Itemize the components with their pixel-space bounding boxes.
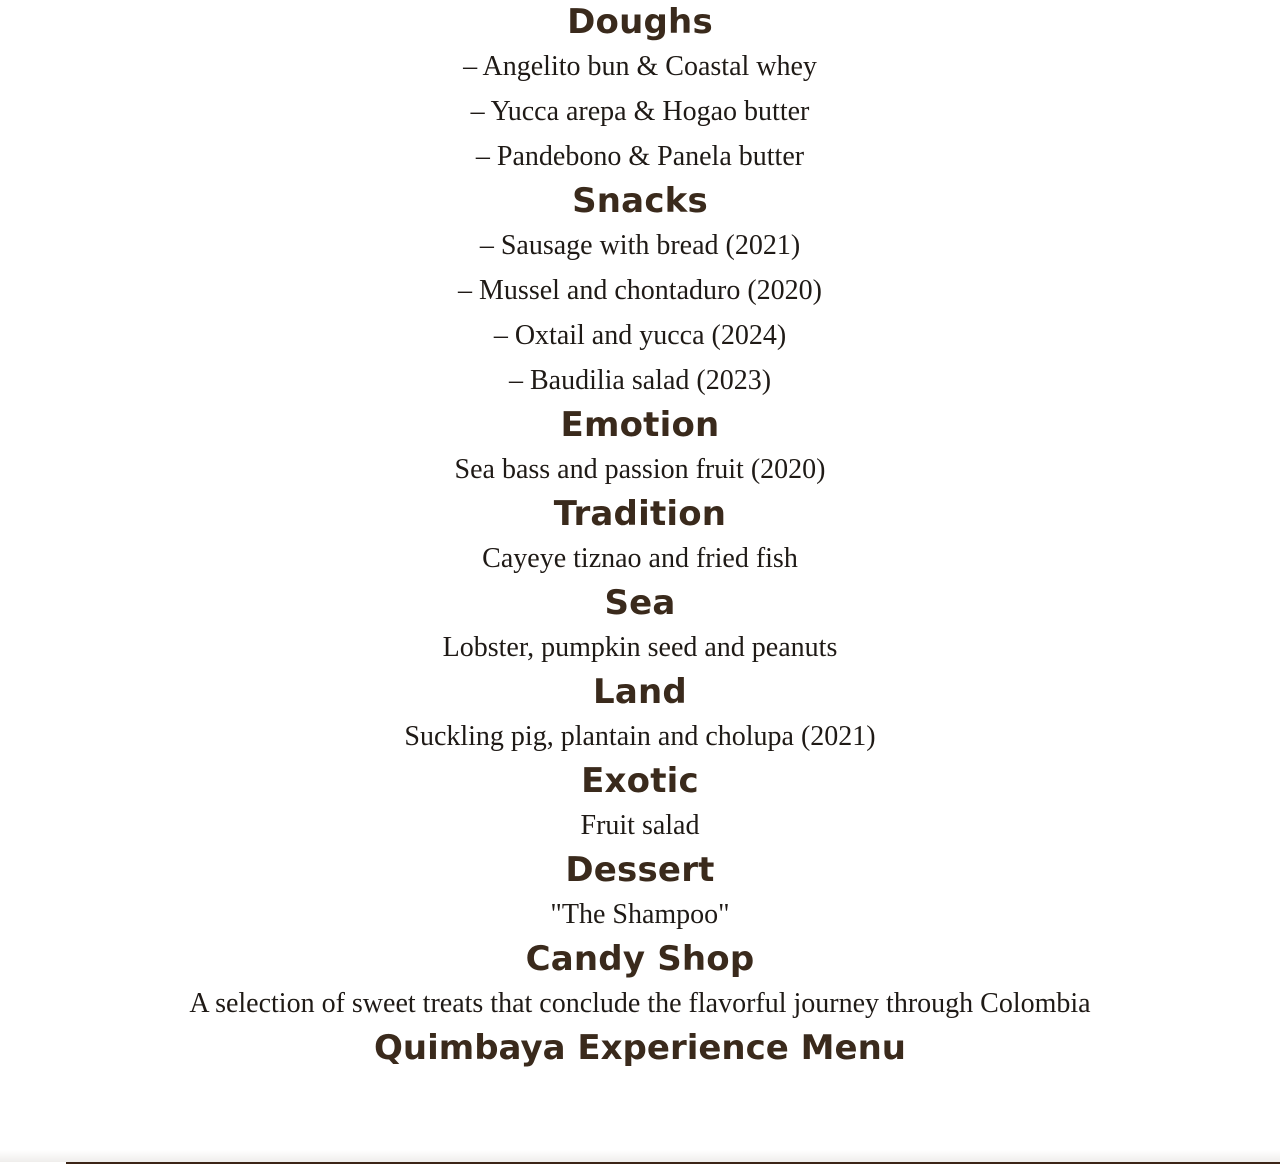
- section-title-doughs: Doughs: [567, 2, 713, 42]
- next-menu-title: Quimbaya Experience Menu: [374, 1028, 906, 1068]
- section-title-tradition: Tradition: [553, 494, 727, 534]
- menu-item: – Pandebono & Panela butter: [475, 141, 805, 172]
- bottom-fade: [0, 1150, 1280, 1162]
- menu-item: – Yucca arepa & Hogao butter: [470, 96, 810, 127]
- menu-item: – Angelito bun & Coastal whey: [463, 51, 817, 82]
- menu-item: "The Shampoo": [550, 899, 730, 930]
- section-title-land: Land: [593, 672, 687, 712]
- menu-item: – Mussel and chontaduro (2020): [458, 275, 822, 306]
- section-title-emotion: Emotion: [560, 405, 720, 445]
- menu-item: Fruit salad: [580, 810, 700, 841]
- menu-item: – Baudilia salad (2023): [508, 365, 772, 396]
- menu-item: Suckling pig, plantain and cholupa (2021): [404, 721, 876, 752]
- menu-item: Lobster, pumpkin seed and peanuts: [442, 632, 838, 663]
- menu-item: A selection of sweet treats that conclude the flavorful journey through Colombia: [189, 988, 1091, 1019]
- menu-item: Sea bass and passion fruit (2020): [454, 454, 826, 485]
- section-title-dessert: Dessert: [565, 850, 715, 890]
- menu-item: – Sausage with bread (2021): [479, 230, 801, 261]
- section-title-exotic: Exotic: [581, 761, 699, 801]
- menu-item: – Oxtail and yucca (2024): [493, 320, 787, 351]
- menu-item: Cayeye tiznao and fried fish: [482, 543, 798, 574]
- section-title-snacks: Snacks: [572, 181, 708, 221]
- section-title-candy-shop: Candy Shop: [525, 939, 755, 979]
- section-title-sea: Sea: [604, 583, 676, 623]
